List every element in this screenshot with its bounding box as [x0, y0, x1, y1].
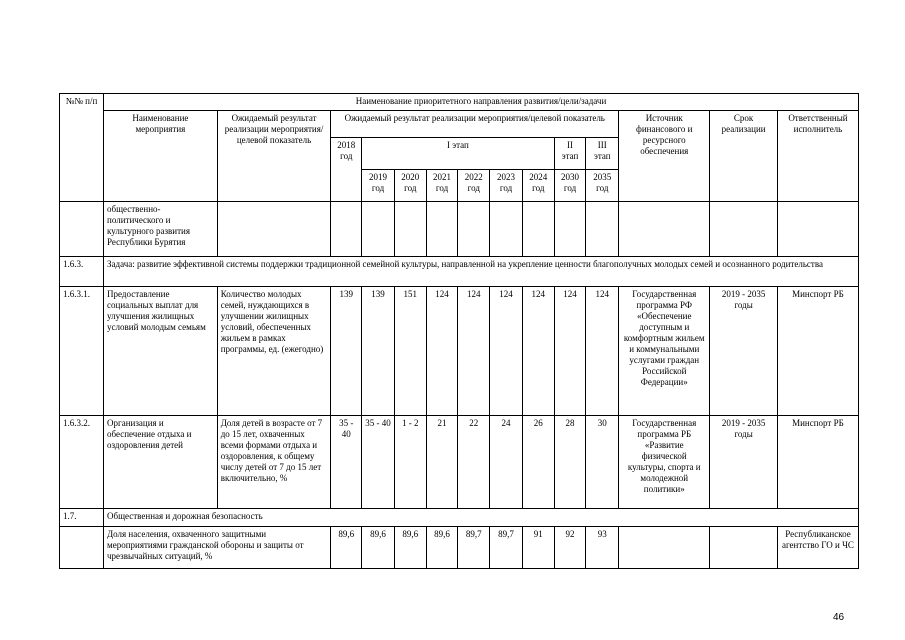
- table-row-1-7-civil-defense: [60, 527, 859, 569]
- row-indicator: Доля детей в возрасте от 7 до 15 лет, охваченных всеми формами отдыха и оздоровления, к общему числу детей от 7 до 15 лет включительно, %: [217, 416, 331, 509]
- row-term: 2019 - 2035 годы: [710, 416, 778, 509]
- task-row-1-6-3: [60, 257, 859, 287]
- section-title: Общественная и дорожная безопасность: [104, 509, 859, 527]
- header-row-1: [60, 94, 859, 111]
- row-funding-source: Государственная программа РФ «Обеспечение доступным и комфортным жильем и коммунальными услугами граждан Российской Федерации»: [619, 287, 710, 416]
- continuation-event-name: общественно-политического и культурного развития Республики Бурятия: [104, 202, 218, 257]
- table-cell: [60, 527, 104, 569]
- table-row-1-6-3-1: [60, 287, 859, 416]
- section-num: 1.7.: [60, 509, 104, 527]
- table-row-1-6-3-2: [60, 416, 859, 509]
- header-event-name: Наименование мероприятия: [104, 111, 218, 202]
- value-2023: 24: [490, 416, 523, 509]
- value-2019: 35 - 40: [362, 416, 395, 509]
- page-number: 46: [833, 612, 845, 623]
- table-cell: [458, 202, 490, 257]
- value-2018: 89,6: [331, 527, 362, 569]
- header-stage-2: II этап: [554, 138, 586, 170]
- row-responsible: Республиканское агентство ГО и ЧС: [777, 527, 858, 569]
- value-2035: 93: [586, 527, 619, 569]
- row-responsible: Минспорт РБ: [777, 416, 858, 509]
- value-2035: 124: [586, 287, 619, 416]
- header-row-2: [60, 111, 859, 138]
- value-2030: 92: [554, 527, 586, 569]
- value-2020: 1 - 2: [394, 416, 426, 509]
- header-year-2019: 2019 год: [362, 170, 395, 202]
- value-2021: 21: [426, 416, 458, 509]
- value-2021: 89,6: [426, 527, 458, 569]
- table-cell: [619, 527, 710, 569]
- task-text: Задача: развитие эффективной системы поддержки традиционной семейной культуры, направленной на укрепление ценности благополучных молодых семей и осознанного родительства: [104, 257, 859, 287]
- table-cell: [710, 202, 778, 257]
- row-event-name: Организация и обеспечение отдыха и оздоровления детей: [104, 416, 218, 509]
- value-2035: 30: [586, 416, 619, 509]
- value-2022: 22: [458, 416, 490, 509]
- value-2018: 35 - 40: [331, 416, 362, 509]
- plan-table: [59, 93, 859, 569]
- table-cell: [490, 202, 523, 257]
- header-year-2030: 2030 год: [554, 170, 586, 202]
- header-year-2035: 2035 год: [586, 170, 619, 202]
- header-expected-result-values: Ожидаемый результат реализации мероприятия/целевой показатель: [331, 111, 619, 138]
- table-cell: [522, 202, 554, 257]
- row-num: 1.6.3.1.: [60, 287, 104, 416]
- value-2024: 91: [522, 527, 554, 569]
- row-event-name: Предоставление социальных выплат для улучшения жилищных условий молодым семьям: [104, 287, 218, 416]
- header-year-2023: 2023 год: [490, 170, 523, 202]
- value-2021: 124: [426, 287, 458, 416]
- header-expected-result: Ожидаемый результат реализации мероприятия/целевой показатель: [217, 111, 331, 202]
- header-num-col: №№ п/п: [60, 94, 104, 202]
- row-term: 2019 - 2035 годы: [710, 287, 778, 416]
- header-funding-source: Источник финансового и ресурсного обеспечения: [619, 111, 710, 202]
- table-cell: [554, 202, 586, 257]
- value-2030: 28: [554, 416, 586, 509]
- value-2020: 89,6: [394, 527, 426, 569]
- value-2019: 89,6: [362, 527, 395, 569]
- header-year-2022: 2022 год: [458, 170, 490, 202]
- table-cell: [362, 202, 395, 257]
- header-year-2024: 2024 год: [522, 170, 554, 202]
- header-priority-title: Наименование приоритетного направления развития/цели/задачи: [104, 94, 859, 111]
- value-2019: 139: [362, 287, 395, 416]
- value-2030: 124: [554, 287, 586, 416]
- row-responsible: Минспорт РБ: [777, 287, 858, 416]
- value-2022: 124: [458, 287, 490, 416]
- table-cell: [60, 202, 104, 257]
- header-term: Срок реализации: [710, 111, 778, 202]
- table-cell: [586, 202, 619, 257]
- header-stage-3: III этап: [586, 138, 619, 170]
- row-indicator: Количество молодых семей, нуждающихся в улучшении жилищных условий, обеспеченных жильем в рамках программы, ед. (ежегодно): [217, 287, 331, 416]
- value-2024: 26: [522, 416, 554, 509]
- header-stage-1: I этап: [362, 138, 555, 170]
- section-row-1-7: [60, 509, 859, 527]
- table-cell: [217, 202, 331, 257]
- header-responsible: Ответственный исполнитель: [777, 111, 858, 202]
- header-year-2018: 2018 год: [331, 138, 362, 202]
- table-cell: [426, 202, 458, 257]
- row-indicator: Доля населения, охваченного защитными мероприятиями гражданской обороны и защиты от чрезвычайных ситуаций, %: [104, 527, 331, 569]
- continuation-row: [60, 202, 859, 257]
- value-2023: 124: [490, 287, 523, 416]
- table-cell: [777, 202, 858, 257]
- value-2018: 139: [331, 287, 362, 416]
- table-cell: [394, 202, 426, 257]
- value-2024: 124: [522, 287, 554, 416]
- value-2020: 151: [394, 287, 426, 416]
- value-2023: 89,7: [490, 527, 523, 569]
- row-num: 1.6.3.2.: [60, 416, 104, 509]
- table-cell: [331, 202, 362, 257]
- value-2022: 89,7: [458, 527, 490, 569]
- header-year-2020: 2020 год: [394, 170, 426, 202]
- task-num: 1.6.3.: [60, 257, 104, 287]
- table-cell: [619, 202, 710, 257]
- table-cell: [710, 527, 778, 569]
- header-year-2021: 2021 год: [426, 170, 458, 202]
- row-funding-source: Государственная программа РБ «Развитие физической культуры, спорта и молодежной политики»: [619, 416, 710, 509]
